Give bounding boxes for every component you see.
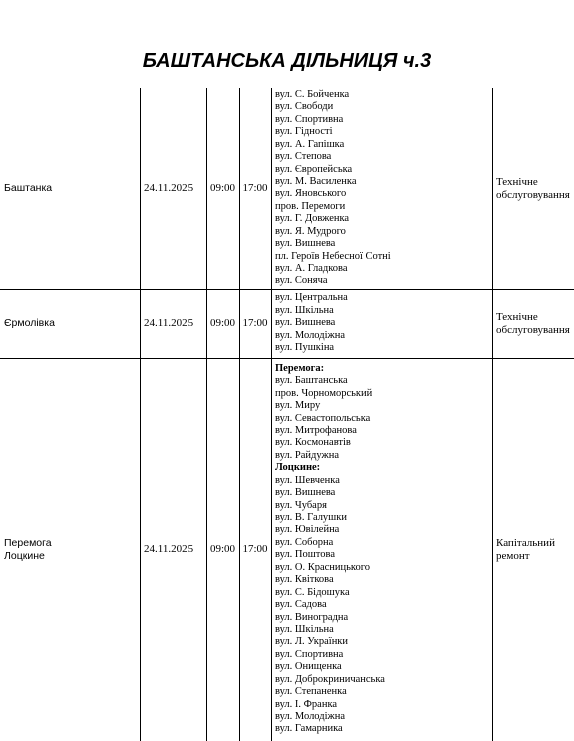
street-list [275, 292, 348, 354]
reason-cell [496, 358, 574, 741]
settlement-header: Лоцкине: [275, 462, 321, 474]
locality-cell-line: Лоцкине [4, 549, 45, 562]
street-item: вул. Космонавтів [275, 437, 351, 449]
street-item: вул. Доброкриничанська [275, 673, 385, 685]
start-time-cell-line: 09:00 [209, 182, 236, 194]
start-time-cell [206, 289, 239, 358]
street-item: вул. Шкільна [275, 304, 334, 316]
reason-cell [496, 289, 574, 358]
end-time-cell-line: 17:00 [242, 317, 268, 329]
street-item: вул. Онищенка [275, 661, 342, 673]
street-item: вул. Спортивна [275, 648, 344, 660]
street-item: пл. Героїв Небесної Сотні [275, 250, 391, 262]
street-item: вул. Баштанська [275, 375, 348, 387]
locality-cell [4, 289, 140, 358]
street-item: вул. О. Красницького [275, 561, 371, 573]
street-item: вул. С. Бойченка [275, 88, 350, 100]
street-item: вул. Спортивна [275, 113, 344, 125]
street-item: вул. Поштова [275, 549, 335, 561]
street-item: вул. Степаненка [275, 686, 347, 698]
street-item: вул. А. Гапішка [275, 138, 345, 150]
street-item: вул. Центральна [275, 292, 348, 304]
street-item: вул. Квіткова [275, 574, 334, 586]
reason-cell-line: ремонт [496, 549, 530, 562]
date-cell-line: 24.11.2025 [144, 182, 194, 194]
street-list [275, 89, 391, 288]
street-item: вул. Пушкіна [275, 342, 335, 354]
end-time-cell [239, 88, 271, 289]
reason-cell-line: обслуговування [496, 323, 570, 336]
street-item: вул. Райдужна [275, 449, 339, 461]
start-time-cell-line: 09:00 [209, 317, 236, 329]
start-time-cell-line: 09:00 [209, 543, 236, 555]
street-item: вул. Миру [275, 400, 321, 412]
street-item: вул. Севастопольська [275, 412, 371, 424]
street-item: вул. А. Гладкова [275, 263, 348, 275]
start-time-cell [206, 88, 239, 289]
street-item: вул. Митрофанова [275, 424, 357, 436]
street-item: вул. Вишнева [275, 487, 336, 499]
street-item: вул. Виноградна [275, 611, 349, 623]
reason-cell-line: Технічне [496, 175, 538, 188]
end-time-cell [239, 358, 271, 741]
end-time-cell [239, 289, 271, 358]
street-item: вул. Вишнева [275, 238, 336, 250]
reason-cell-line: Технічне [496, 310, 538, 323]
settlement-header: Перемога: [275, 362, 325, 374]
locality-cell-line: Єрмолівка [4, 317, 55, 329]
street-item: вул. Г. Довженка [275, 213, 350, 225]
start-time-cell [206, 358, 239, 741]
street-item: вул. Шкільна [275, 623, 334, 635]
street-item: вул. Соняча [275, 275, 328, 287]
reason-cell-line: обслуговування [496, 188, 570, 201]
street-item: вул. В. Галушки [275, 512, 347, 523]
date-cell-line: 24.11.2025 [144, 317, 194, 329]
street-item: вул. Європейська [275, 163, 353, 175]
street-item: вул. Чубаря [275, 499, 327, 511]
street-item: вул. Гамарника [275, 723, 343, 735]
date-cell-line: 24.11.2025 [144, 543, 194, 555]
street-item: вул. Степова [275, 151, 332, 163]
date-cell [144, 289, 206, 358]
street-item: вул. Молодіжна [275, 329, 346, 341]
street-item: вул. С. Бідошука [275, 586, 350, 598]
street-item: пров. Перемоги [275, 200, 346, 212]
street-item: вул. І. Франка [275, 698, 338, 710]
locality-cell [4, 88, 140, 289]
street-item: вул. Молодіжна [275, 711, 346, 722]
column-divider [271, 88, 272, 741]
locality-cell [4, 358, 140, 741]
street-item: вул. Садова [275, 599, 327, 611]
end-time-cell-line: 17:00 [242, 543, 268, 555]
street-item: вул. Ювілейна [275, 524, 340, 536]
street-item: вул. Яновського [275, 188, 347, 200]
street-item: вул. М. Василенка [275, 175, 357, 187]
end-time-cell-line: 17:00 [242, 182, 268, 194]
street-item: вул. Шевченка [275, 474, 340, 486]
street-item: вул. Вишнева [275, 317, 336, 329]
locality-cell-line: Баштанка [4, 182, 53, 194]
street-item: вул. Гідності [275, 126, 333, 138]
date-cell [144, 88, 206, 289]
date-cell [144, 358, 206, 741]
street-item: вул. Л. Українки [275, 636, 349, 648]
street-item: вул. Соборна [275, 536, 334, 548]
locality-cell-line: Перемога [4, 536, 52, 549]
street-list [275, 363, 385, 736]
column-divider [140, 88, 141, 741]
street-item: вул. Свободи [275, 101, 334, 113]
column-divider [492, 88, 493, 741]
page-title: БАШТАНСЬКА ДІЛЬНИЦЯ ч.3 [142, 50, 432, 72]
reason-cell-line: Капітальний [496, 536, 555, 549]
street-item: пров. Чорноморський [275, 387, 373, 399]
reason-cell [496, 88, 574, 289]
street-item: вул. Я. Мудрого [275, 225, 346, 237]
